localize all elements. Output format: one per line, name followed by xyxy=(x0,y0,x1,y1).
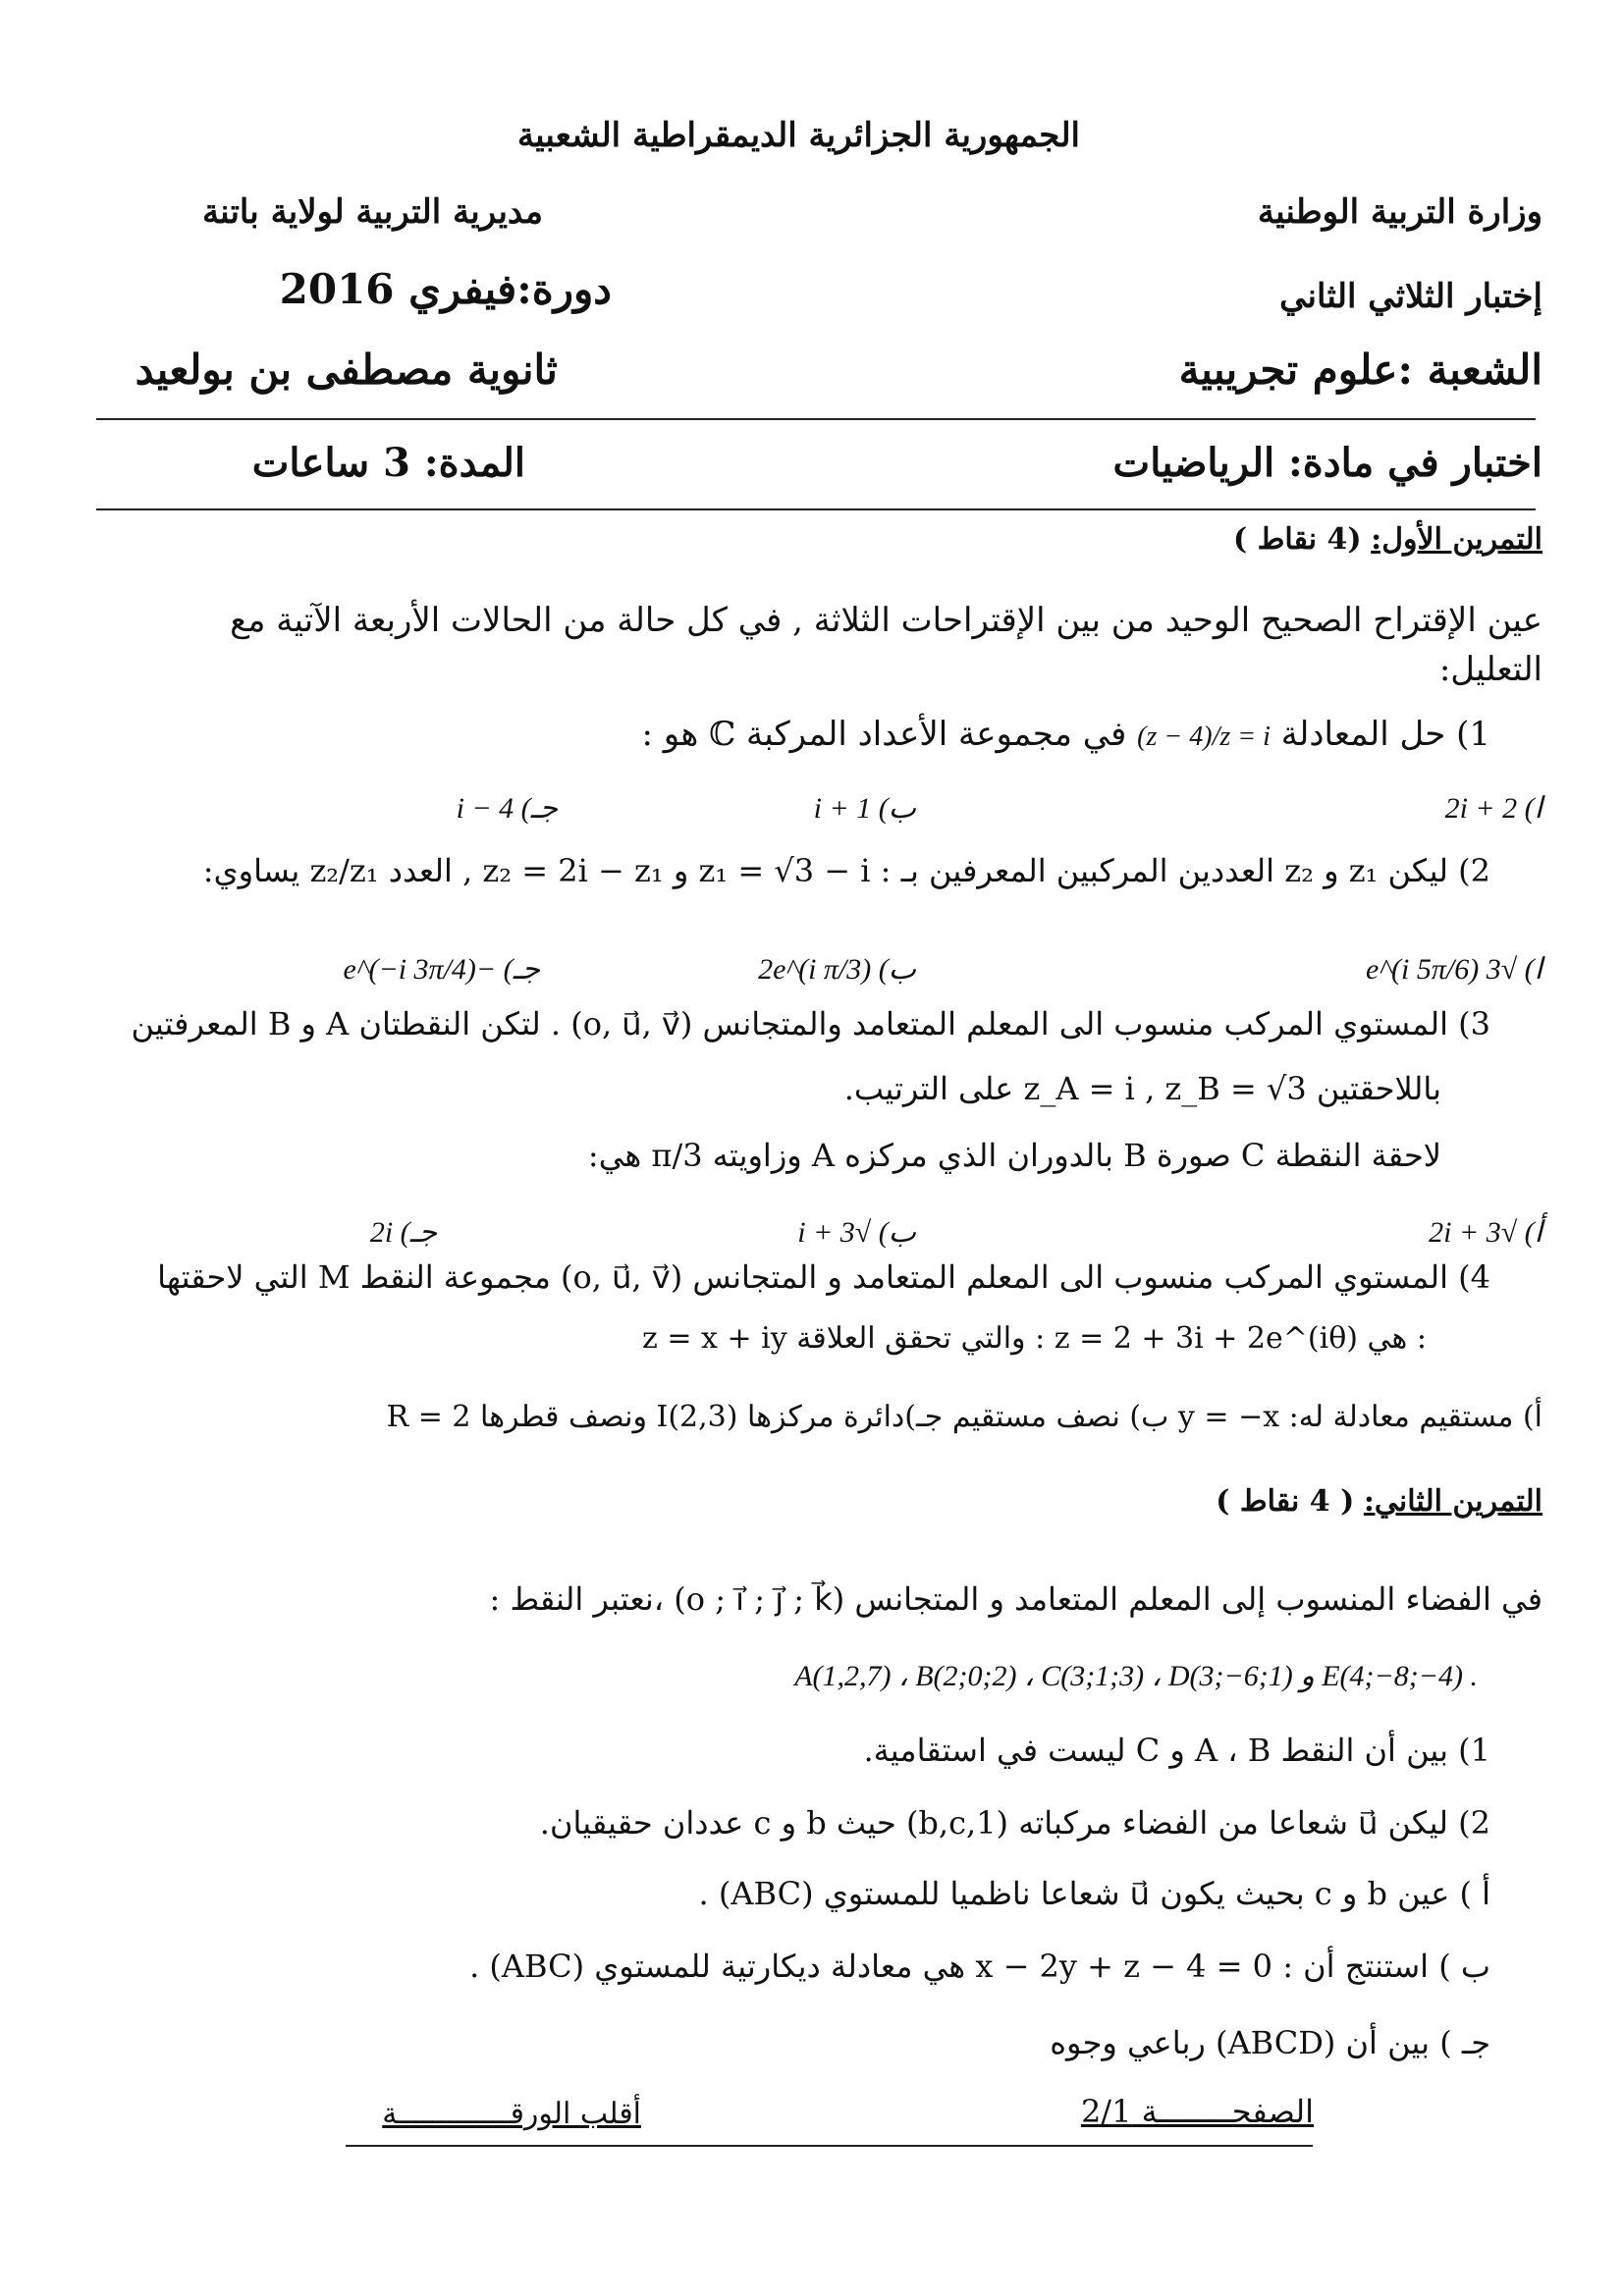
duration: المدة: 3 ساعات xyxy=(251,440,525,486)
ex1-q3-line1: 3) المستوي المركب منسوب الى المعلم المتعامد والمتجانس (o, u⃗, v⃗) . لتكن النقطتان A و B المعرفتين xyxy=(131,1005,1490,1042)
ex1-q1-option-c: جـ) 4 − i xyxy=(456,792,558,825)
ex2-heading xyxy=(1216,1484,1542,1519)
ex1-intro-cont: التعليل: xyxy=(1438,650,1542,689)
ex2-title: التمرين الثاني: xyxy=(1363,1484,1542,1519)
page-number: الصفحــــــــة 2/1 xyxy=(1080,2093,1314,2130)
ex1-title: التمرين الأول: xyxy=(1371,522,1542,557)
ex1-q2-option-a: ا) √3 e^(i 5π/6) xyxy=(1366,953,1542,986)
ex1-points: (4 نقاط ) xyxy=(1233,522,1362,557)
ex1-q2-option-b: ب) 2e^(i π/3) xyxy=(758,953,916,986)
ex1-intro: عين الإقتراح الصحيح الوحيد من بين الإقتراحات الثلاثة , في كل حالة من الحالات الأربعة الآتية مع xyxy=(230,601,1542,640)
ex2-points: ( 4 نقاط ) xyxy=(1216,1484,1355,1519)
ex2-points-list: A(1,2,7) ، B(2;0;2) ، C(3;1;3) ، D(3;−6;1) و E(4;−8;−4) . xyxy=(794,1660,1478,1692)
ex1-q1-label: 1) حل المعادلة xyxy=(1280,715,1490,754)
ministry: وزارة التربية الوطنية xyxy=(1257,192,1542,232)
ex1-q3-option-a: أ) √3 + 2i xyxy=(1429,1216,1542,1249)
exam-name: إختبار الثلاثي الثاني xyxy=(1279,277,1542,316)
ex2-q2c: جـ ) بين أن (ABCD) رباعي وجوه xyxy=(1050,2024,1490,2061)
ex1-q4-line2: z = x + iy والتي تحقق العلاقة : z = 2 + 3i + 2e^(iθ) هي : xyxy=(642,1321,1427,1356)
exam-session: دورة:فيفري 2016 xyxy=(279,265,612,313)
ex2-intro: في الفضاء المنسوب إلى المعلم المتعامد و المتجانس (o ; i⃗ ; j⃗ ; k⃗) ،نعتبر النقط : xyxy=(489,1580,1542,1618)
ex1-q3-line2: باللاحقتين z_A = i , z_B = √3 على الترتيب. xyxy=(843,1070,1441,1107)
ex1-q2: 2) ليكن z₁ و z₂ العددين المركبين المعرفين بـ : z₁ = √3 − i و z₂ = 2i − z₁ , العدد z₂/z₁ يساوي: xyxy=(202,852,1490,889)
ex1-q1-tail: في مجموعة الأعداد المركبة ℂ هو : xyxy=(641,715,1127,754)
ex1-q4-line1: 4) المستوي المركب منسوب الى المعلم المتعامد و المتجانس (o, u⃗, v⃗) مجموعة النقط M التي لاحقتها xyxy=(157,1258,1490,1296)
directorate: مديرية التربية لولاية باتنة xyxy=(201,192,543,232)
ex1-q1-option-a: ا) 2 + 2i xyxy=(1444,792,1542,825)
ex1-q3-option-b: ب) √3 + i xyxy=(797,1216,916,1249)
republic-title: الجمهورية الجزائرية الديمقراطية الشعبية xyxy=(516,116,1080,155)
school-name: ثانوية مصطفى بن بولعيد xyxy=(135,346,558,394)
ex1-q3-line3: لاحقة النقطة C صورة B بالدوران الذي مركزه A وزاويته π/3 هي: xyxy=(587,1137,1441,1174)
ex1-q1 xyxy=(642,715,1490,754)
ex1-q1-option-b: ب) 1 + i xyxy=(813,792,916,825)
ex1-q1-equation: (z − 4)/z = i xyxy=(1137,721,1271,752)
ex1-q2-option-c: جـ) −e^(−i 3π/4) xyxy=(343,953,540,986)
turn-page-note: أقلب الورقـــــــــــــة xyxy=(382,2097,641,2131)
footer-underline xyxy=(346,2145,1313,2147)
subject: اختبار في مادة: الرياضيات xyxy=(1112,440,1542,486)
header-divider-top xyxy=(96,418,1536,420)
stream: الشعبة :علوم تجريبية xyxy=(1178,346,1542,394)
ex1-q4-options: أ) مستقيم معادلة له: y = −x ب) نصف مستقيم جـ)دائرة مركزها I(2,3) ونصف قطرها R = 2 xyxy=(386,1400,1542,1434)
ex1-q3-option-c: جـ) 2i xyxy=(369,1216,437,1249)
ex1-heading xyxy=(1233,522,1542,557)
ex2-q2a: أ ) عين b و c بحيث يكون u⃗ شعاعا ناظميا للمستوي (ABC) . xyxy=(698,1875,1490,1912)
ex2-q2b: ب ) استنتج أن : x − 2y + z − 4 = 0 هي معادلة ديكارتية للمستوي (ABC) . xyxy=(469,1948,1490,1985)
header-divider-bottom xyxy=(96,508,1536,510)
ex2-q2: 2) ليكن u⃗ شعاعا من الفضاء مركباته (1,b,c) حيث b و c عددان حقيقيان. xyxy=(539,1804,1490,1842)
ex2-q1: 1) بين أن النقط A ، B و C ليست في استقامية. xyxy=(863,1732,1490,1769)
